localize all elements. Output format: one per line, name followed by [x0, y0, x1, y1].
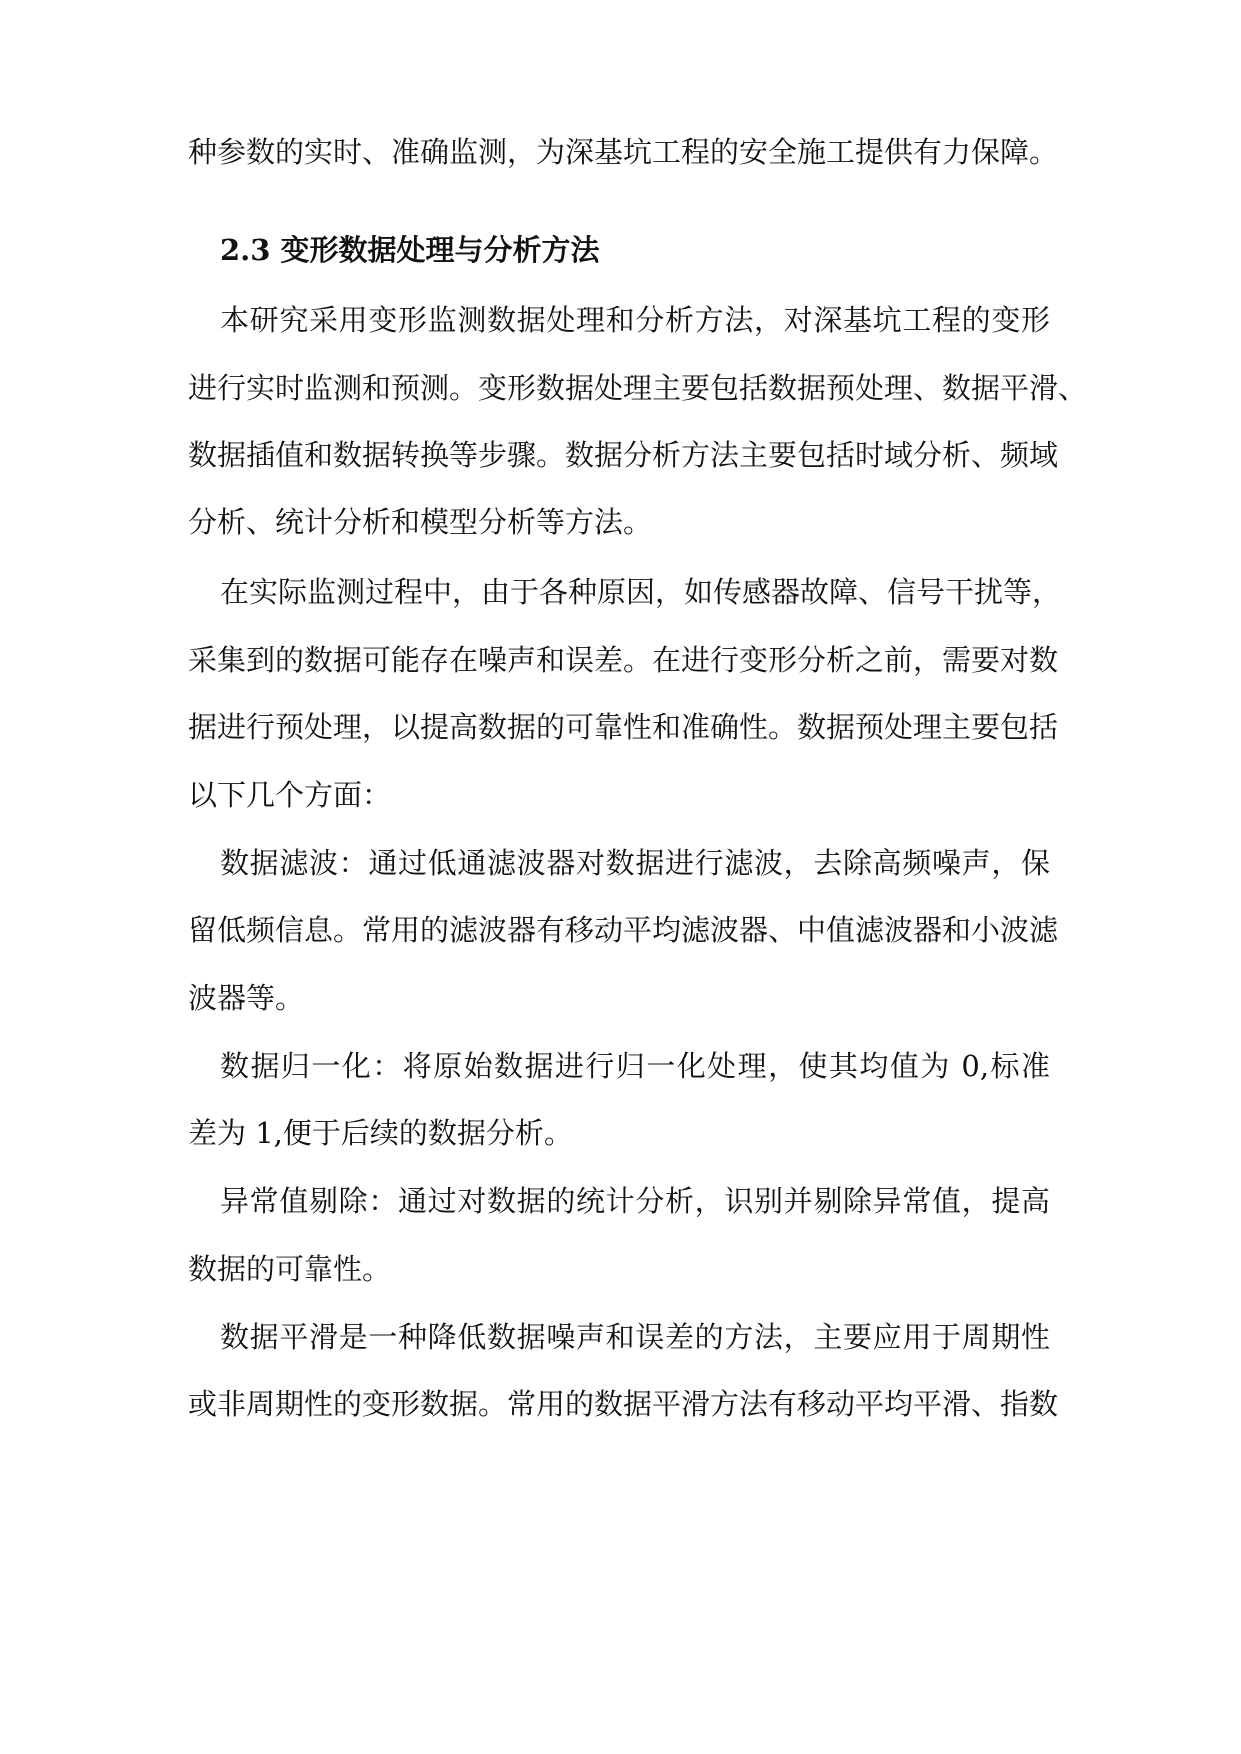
- paragraph-line: 数据的可靠性。: [188, 1252, 392, 1286]
- paragraph-line: 分析、统计分析和模型分析等方法。: [188, 505, 653, 539]
- paragraph-line: 以下几个方面：: [188, 778, 392, 812]
- paragraph-line: 留低频信息。常用的滤波器有移动平均滤波器、中值滤波器和小波滤: [188, 913, 1059, 947]
- paragraph-line: 数据滤波：通过低通滤波器对数据进行滤波，去除高频噪声，保: [220, 846, 1050, 880]
- paragraph-line: 进行实时监测和预测。变形数据处理主要包括数据预处理、数据平滑、: [188, 371, 1088, 405]
- section-heading: 2.3 变形数据处理与分析方法: [220, 233, 600, 267]
- paragraph-line: 采集到的数据可能存在噪声和误差。在进行变形分析之前，需要对数: [188, 643, 1059, 677]
- paragraph-line: 异常值剔除：通过对数据的统计分析，识别并剔除异常值，提高: [220, 1184, 1050, 1218]
- paragraph-line: 据进行预处理，以提高数据的可靠性和准确性。数据预处理主要包括: [188, 710, 1059, 744]
- paragraph-line: 数据平滑是一种降低数据噪声和误差的方法，主要应用于周期性: [220, 1320, 1050, 1354]
- continuation-line: 种参数的实时、准确监测，为深基坑工程的安全施工提供有力保障。: [188, 135, 1059, 169]
- paragraph-line: 数据归一化：将原始数据进行归一化处理，使其均值为 0,标准: [220, 1049, 1050, 1083]
- paragraph-line: 在实际监测过程中，由于各种原因，如传感器故障、信号干扰等，: [220, 575, 1062, 609]
- paragraph-line: 本研究采用变形监测数据处理和分析方法，对深基坑工程的变形: [220, 303, 1050, 337]
- paragraph-line: 波器等。: [188, 981, 305, 1015]
- paragraph-line: 或非周期性的变形数据。常用的数据平滑方法有移动平均平滑、指数: [188, 1387, 1059, 1421]
- paragraph-line: 差为 1,便于后续的数据分析。: [188, 1116, 573, 1150]
- paragraph-line: 数据插值和数据转换等步骤。数据分析方法主要包括时域分析、频域: [188, 438, 1059, 472]
